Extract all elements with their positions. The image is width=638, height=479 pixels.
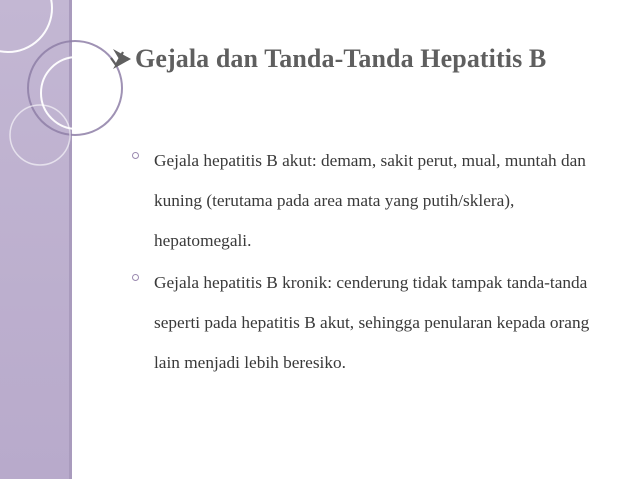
ring-bullet-icon xyxy=(132,274,139,281)
decorative-circles xyxy=(0,0,150,200)
title-row xyxy=(109,44,546,74)
arrowhead-check-icon xyxy=(109,46,133,72)
slide-title: Gejala dan Tanda-Tanda Hepatitis B xyxy=(135,44,547,73)
ring-bullet-icon xyxy=(132,152,139,159)
bullet-list xyxy=(132,141,612,385)
bullet-item xyxy=(132,263,612,383)
bullet-text: Gejala hepatitis B kronik: cenderung tidak tampak tanda-tanda seperti pada hepatitis B akut, sehingga penularan kepada orang lain menjadi lebih beresiko. xyxy=(154,273,590,372)
bullet-text: Gejala hepatitis B akut: demam, sakit perut, mual, muntah dan kuning (terutama pada area mata yang putih/sklera), hepatomegali. xyxy=(154,151,586,250)
bullet-item xyxy=(132,141,612,261)
